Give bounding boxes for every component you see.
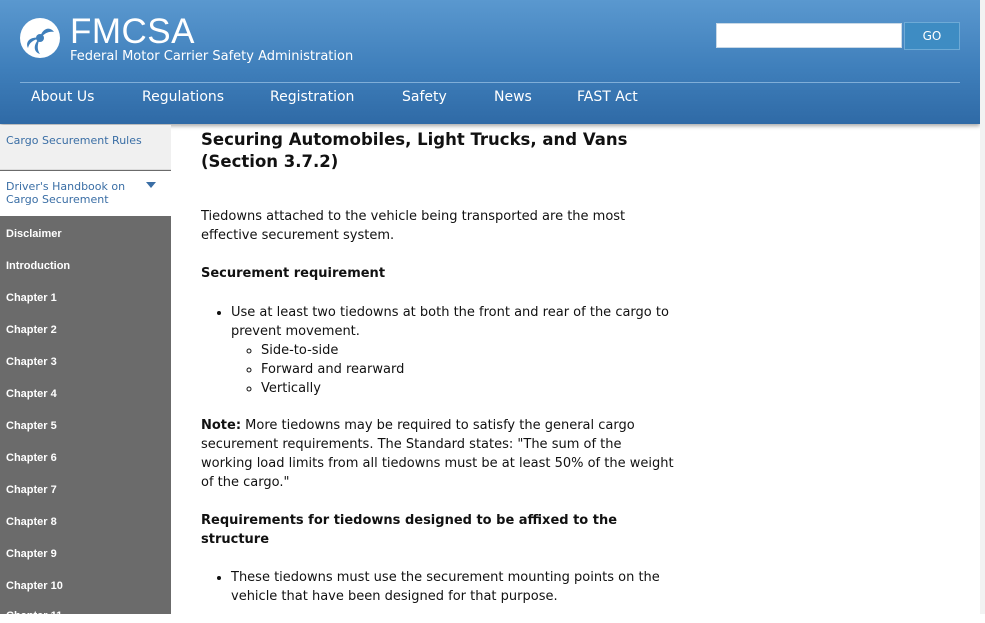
list-item: ◦ Forward and rearward — [261, 360, 676, 379]
search-input[interactable] — [716, 23, 902, 48]
sidebar-item-chapter-7[interactable]: Chapter 7 — [6, 484, 57, 496]
sidebar-item-introduction[interactable]: Introduction — [6, 260, 71, 272]
nav-divider — [20, 82, 960, 83]
nav-fast-act[interactable]: FAST Act — [577, 89, 638, 105]
sidebar-item-chapter-5[interactable]: Chapter 5 — [6, 420, 57, 432]
fmcsa-logo-icon[interactable] — [20, 18, 60, 58]
note-label: Note: — [201, 418, 242, 433]
sidebar-section-drivers-handbook[interactable] — [0, 171, 171, 216]
site-header — [0, 0, 980, 124]
sidebar-item-chapter-9[interactable]: Chapter 9 — [6, 548, 57, 560]
securement-list — [201, 303, 676, 398]
sidebar-item-chapter-3[interactable]: Chapter 3 — [6, 356, 57, 368]
nav-safety[interactable]: Safety — [402, 89, 447, 105]
sidebar-item-chapter-8[interactable]: Chapter 8 — [6, 516, 57, 528]
sidebar-link-cargo-securement-rules[interactable]: Cargo Securement Rules — [0, 125, 171, 170]
heading-securement-requirement: Securement requirement — [201, 266, 386, 281]
direction-sublist — [231, 341, 676, 398]
list-item: ◦ Vertically — [261, 379, 676, 398]
affixed-list — [201, 568, 676, 606]
sidebar-item-chapter-10[interactable]: Chapter 10 — [6, 580, 63, 592]
brand-name[interactable]: FMCSA — [70, 12, 195, 51]
heading-affixed-tiedowns: Requirements for tiedowns designed to be affixed to the structure — [201, 513, 618, 547]
page-scrollbar[interactable] — [980, 0, 985, 614]
note-paragraph — [201, 416, 676, 492]
intro-paragraph: Tiedowns attached to the vehicle being transported are the most effective securement system. — [201, 209, 626, 243]
sidebar-item-chapter-11[interactable]: Chapter 11 — [6, 610, 63, 622]
chevron-down-icon[interactable] — [146, 182, 156, 188]
bullet-text: Use at least two tiedowns at both the front and rear of the cargo to prevent movement. — [231, 305, 669, 339]
sidebar-item-chapter-6[interactable]: Chapter 6 — [6, 452, 57, 464]
nav-regulations[interactable]: Regulations — [142, 89, 225, 105]
main-content — [201, 129, 676, 606]
agency-subtitle: Federal Motor Carrier Safety Administration — [70, 49, 354, 64]
list-item: ◦ Side-to-side — [261, 341, 676, 360]
nav-about-us[interactable]: About Us — [31, 89, 95, 105]
search-go-button[interactable]: GO — [904, 22, 960, 50]
list-item: • These tiedowns must use the securement mounting points on the vehicle that have been designed for that purpose. — [231, 568, 676, 606]
sidebar-item-disclaimer[interactable]: Disclaimer — [6, 228, 62, 240]
note-text: More tiedowns may be required to satisfy the general cargo securement requirements. The Standard states: "The sum of the working load limits from all tiedowns must be at least 50% of the weight of the cargo." — [201, 418, 674, 490]
sidebar-item-chapter-4[interactable]: Chapter 4 — [6, 388, 57, 400]
page-title: Securing Automobiles, Light Trucks, and Vans (Section 3.7.2) — [201, 130, 628, 171]
sidebar — [0, 125, 171, 622]
list-item — [231, 303, 676, 398]
sidebar-item-chapter-1[interactable]: Chapter 1 — [6, 292, 57, 304]
sidebar-section-title: Driver's Handbook on Cargo Securement — [6, 180, 126, 206]
sidebar-item-chapter-2[interactable]: Chapter 2 — [6, 324, 57, 336]
nav-news[interactable]: News — [494, 89, 532, 105]
nav-registration[interactable]: Registration — [270, 89, 355, 105]
